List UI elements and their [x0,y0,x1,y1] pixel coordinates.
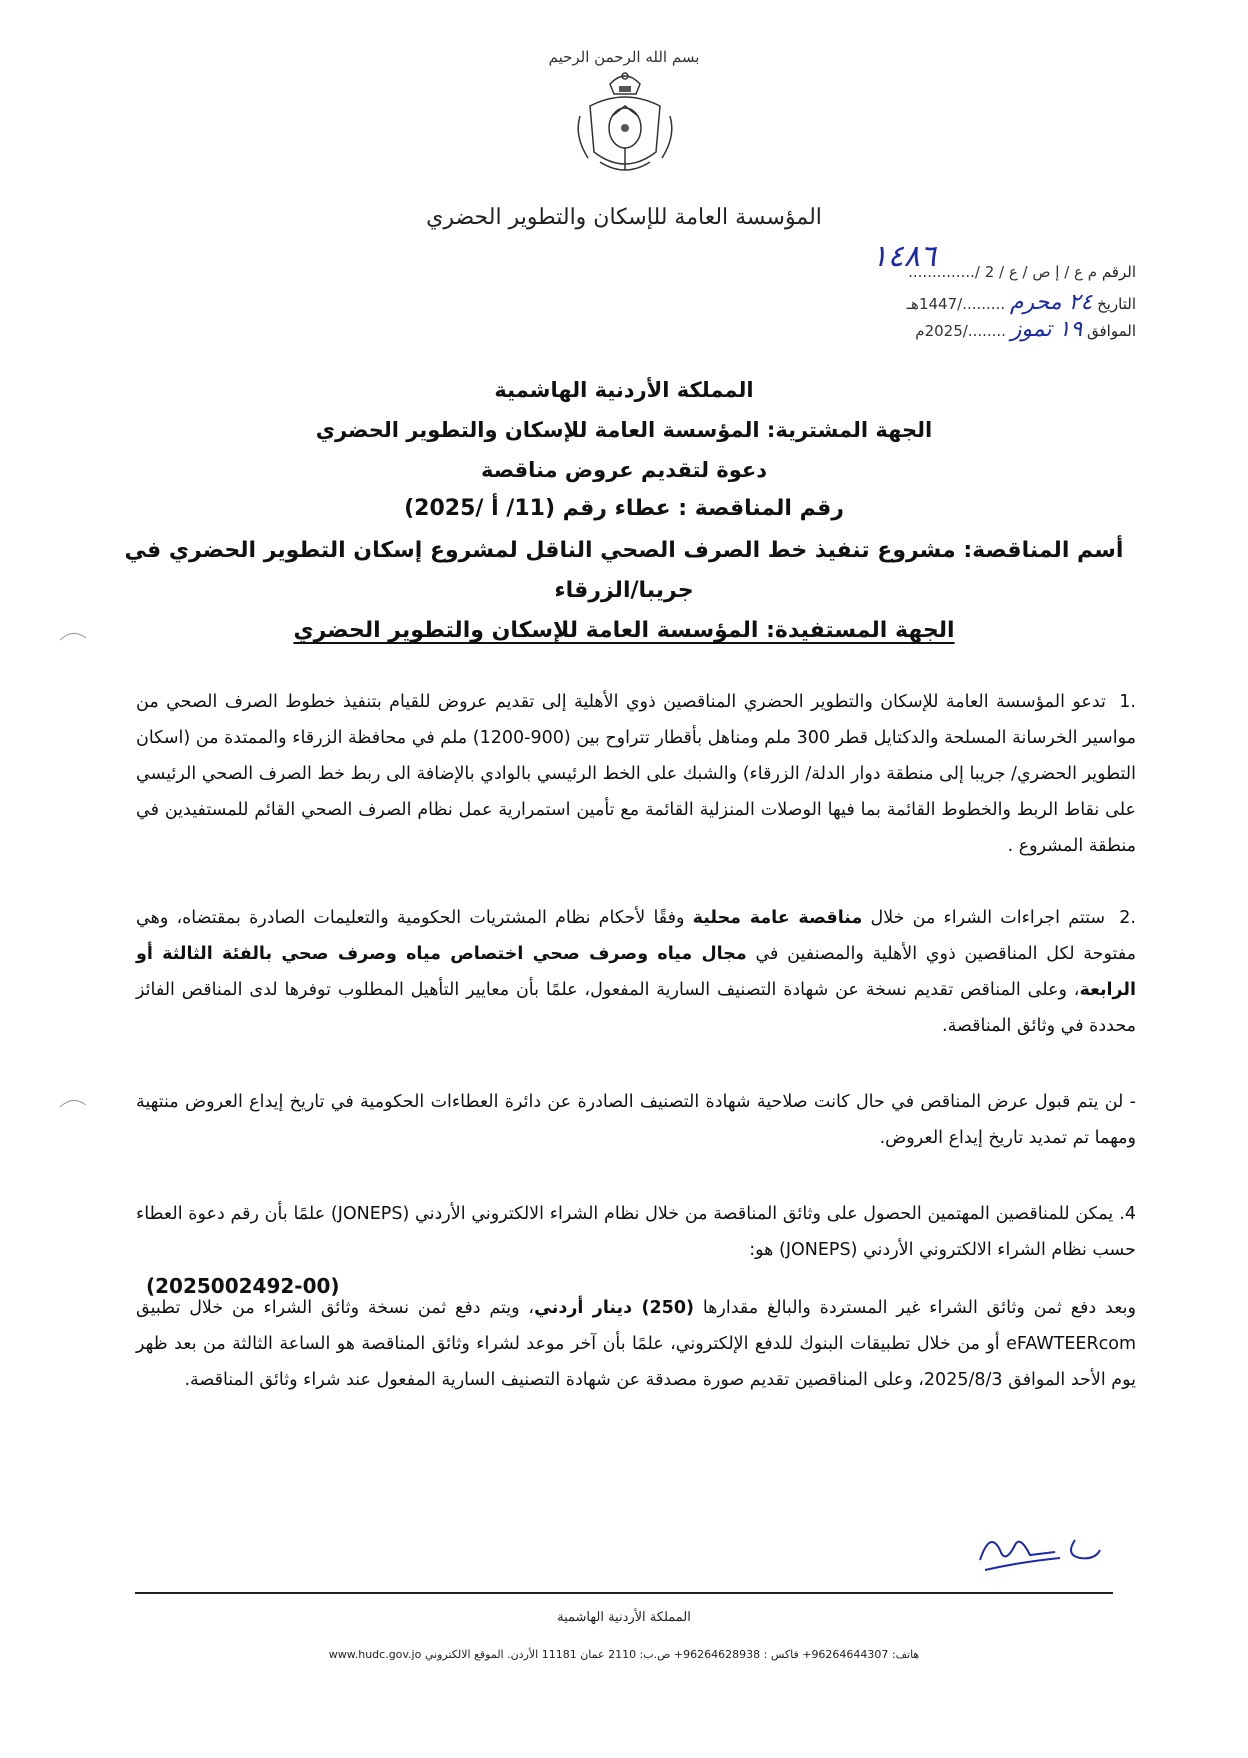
reference-date-gregorian: الموافق ١٩ تموز ......../2025م [915,317,1136,342]
organization-name: المؤسسة العامة للإسكان والتطوير الحضري [426,205,822,230]
paragraph-number: 4. [1119,1204,1137,1224]
title-invitation: دعوة لتقديم عروض مناقصة [480,458,768,482]
title-beneficiary: الجهة المستفيدة: المؤسسة العامة للإسكان والتطوير الحضري [293,618,955,643]
paragraph-3: - لن يتم قبول عرض المناقص في حال كانت صلاحية شهادة التصنيف الصادرة عن دائرة العطاءات الحكومية في تاريخ إيداع العروض منتهية ومهما تم تمديد تاريخ إيداع العروض. [136,1092,1136,1148]
paragraph-number: .2 [1119,908,1136,928]
title-tender-number: رقم المناقصة : عطاء رقم (11/ أ /2025) [404,496,844,521]
basmala: بسم الله الرحمن الرحيم [548,48,700,66]
paragraph-2: .2 ستتم اجراءات الشراء من خلال مناقصة عامة محلية وفقًا لأحكام نظام المشتريات الحكومية والتعليمات الصادرة بمقتضاه، وهي مفتوحة لكل المناقصين ذوي الأهلية والمصنفين في مجال مياه وصرف صحي اختصاص مياه وصرف صحي بالفئة الثالثة أو الرابعة، وعلى المناقص تقديم نسخة عن شهادة التصنيف السارية المفعول، علمًا بأن معايير التأهيل المطلوب توفرها لدى المناقص الفائز محددة في وثائق المناقصة. [136,908,1137,1036]
paragraph-4: 4.يمكن للمناقصين المهتمين الحصول على وثائق المناقصة من خلال نظام الشراء الالكتروني الأردني (JONEPS) علمًا بأن رقم دعوة العطاء حسب نظام الشراء الالكتروني الأردني (JONEPS) هو: (2025002492-00) [136,1196,1136,1304]
jordan-royal-crest-icon [570,66,680,182]
reference-number: الرقم م ع / إ ص / ع / 2 /.............. [908,263,1136,281]
paragraph-1: .1 تدعو المؤسسة العامة للإسكان والتطوير الحضري المناقصين ذوي الأهلية إلى تقديم عروض للقيام بتنفيذ خطوط الصرف الصحي من مواسير الخرسانة المسلحة والدكتايل قطر 300 ملم ومناهل بأقطار تتراوح بين (900-1200) ملم في محافظة الزرقاء والممتدة من (اسكان التطوير الحضري/ جريبا إلى منطقة دوار الدلة/ الزرقاء) والشبك على الخط الرئيسي بالوادي بالإضافة الى ربط خط الصرف الصحي الرئيسي على نقاط الربط والخطوط القائمة بما فيها الوصلات المنزلية القائمة مع تأمين استمرارية عمل نظام الصرف الصحي القائم للمستفيدين في منطقة المشروع . [136,692,1136,856]
scan-margin-mark [58,1095,88,1109]
paragraph-number: .1 [1119,692,1136,712]
footer-contact: هاتف: 96264644307+ فاكس : 96264628938+ ص.ب: 2110 عمان 11181 الأردن. الموقع الالكتروني www.hudc.gov.jo [328,1648,920,1661]
reference-number-handwritten: ١٤٨٦ [871,239,936,274]
title-buyer: الجهة المشترية: المؤسسة العامة للإسكان والتطوير الحضري [315,418,933,442]
title-tender-location: جريبا/الزرقاء [554,578,694,603]
joneps-code: (2025002492-00) [146,1274,340,1298]
footer-kingdom: المملكة الأردنية الهاشمية [557,1610,691,1625]
title-tender-name: أسم المناقصة: مشروع تنفيذ خط الصرف الصحي الناقل لمشروع إسكان التطوير الحضري في [124,538,1124,563]
scan-margin-mark [58,628,88,642]
reference-date-hijri: التاريخ ٢٤ محرم ........./1447هـ [906,290,1136,315]
paragraph-5: وبعد دفع ثمن وثائق الشراء غير المستردة والبالغ مقدارها (250) دينار أردني، ويتم دفع ثمن نسخة وثائق الشراء من خلال تطبيق eFAWTEERcom أو من خلال تطبيقات البنوك للدفع الإلكتروني، علمًا بأن آخر موعد لشراء وثائق المناقصة هو الساعة الثالثة من بعد ظهر يوم الأحد الموافق 2025/8/3، وعلى المناقصين تقديم صورة مصدقة عن شهادة التصنيف السارية المفعول عند شراء وثائق المناقصة. [136,1298,1136,1390]
reference-block [856,239,1136,345]
signature-mark [960,1520,1110,1580]
footer-divider [135,1592,1113,1594]
title-kingdom: المملكة الأردنية الهاشمية [494,378,754,402]
